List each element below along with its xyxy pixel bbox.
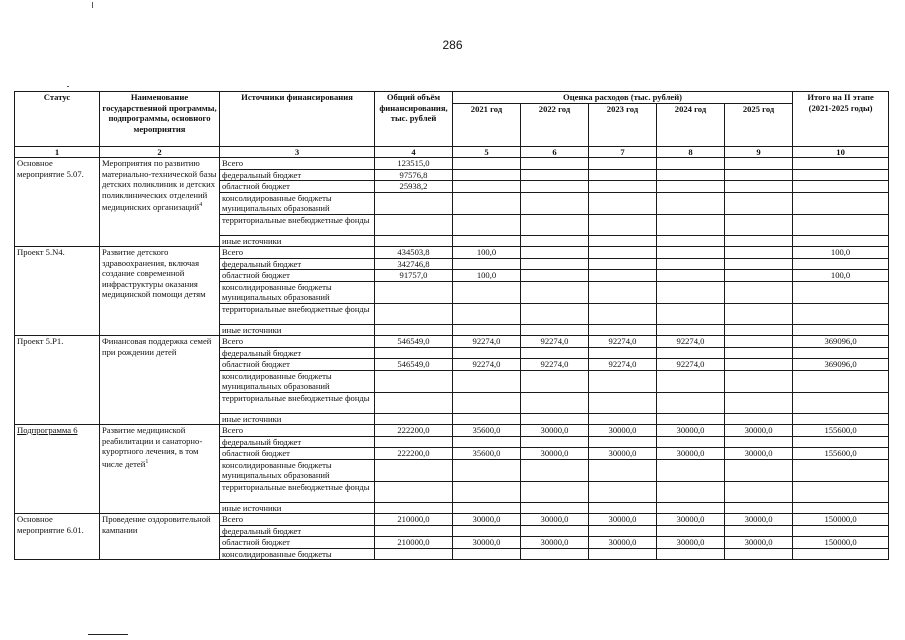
total-amount: 210000,0 [375, 514, 453, 526]
year-amount [725, 502, 793, 514]
stage-total-amount [793, 392, 889, 413]
status-text: Проект 5.N4. [17, 247, 65, 257]
year-amount: 92274,0 [657, 359, 725, 371]
stage-total-amount: 150000,0 [793, 537, 889, 549]
year-amount: 30000,0 [453, 537, 521, 549]
funding-source: иные источники [220, 413, 375, 425]
total-amount: 434503,8 [375, 247, 453, 259]
year-amount [521, 181, 589, 193]
stage-total-amount [793, 347, 889, 359]
year-amount [453, 235, 521, 247]
stage-total-amount: 150000,0 [793, 514, 889, 526]
year-amount [453, 214, 521, 235]
stage-total-amount: 369096,0 [793, 359, 889, 371]
total-amount: 97576,8 [375, 169, 453, 181]
year-amount [521, 392, 589, 413]
stage-total-amount [793, 548, 889, 560]
year-amount [453, 303, 521, 324]
year-amount [521, 169, 589, 181]
year-amount [725, 392, 793, 413]
total-amount: 210000,0 [375, 537, 453, 549]
column-number: 8 [657, 146, 725, 158]
year-amount [521, 303, 589, 324]
year-amount: 92274,0 [521, 359, 589, 371]
year-amount [589, 548, 657, 560]
funding-source: федеральный бюджет [220, 347, 375, 359]
year-amount [657, 548, 725, 560]
footnote-mark: 4 [199, 202, 203, 208]
year-amount [725, 181, 793, 193]
year-amount [589, 481, 657, 502]
year-amount [657, 258, 725, 270]
funding-source: консолидированные бюджеты муниципальных образований [220, 281, 375, 303]
year-amount: 92274,0 [657, 336, 725, 348]
item-name: Развитие детского здравоохранения, включая создание современной инфраструктуры оказания медицинской помощи детям [102, 247, 206, 299]
funding-source: иные источники [220, 324, 375, 336]
budget-row [15, 336, 889, 348]
year-amount [657, 370, 725, 392]
year-amount: 30000,0 [725, 448, 793, 460]
budget-table [14, 91, 889, 560]
year-amount: 35600,0 [453, 448, 521, 460]
stage-total-amount: 100,0 [793, 270, 889, 282]
year-amount [521, 413, 589, 425]
column-number: 7 [589, 146, 657, 158]
funding-source: территориальные внебюджетные фонды [220, 392, 375, 413]
year-amount [521, 258, 589, 270]
year-amount [725, 258, 793, 270]
scan-artifact [92, 2, 93, 8]
year-amount [453, 413, 521, 425]
year-amount [725, 413, 793, 425]
stage-total-amount [793, 525, 889, 537]
year-amount [453, 481, 521, 502]
year-amount [453, 258, 521, 270]
year-amount: 30000,0 [725, 537, 793, 549]
footnote-mark: 1 [145, 458, 149, 465]
year-amount: 92274,0 [521, 336, 589, 348]
year-amount [589, 235, 657, 247]
funding-source: территориальные внебюджетные фонды [220, 481, 375, 502]
year-amount: 92274,0 [589, 359, 657, 371]
year-amount: 30000,0 [725, 514, 793, 526]
header-year: 2021 год [453, 103, 521, 146]
stage-total-amount [793, 192, 889, 214]
year-amount [725, 270, 793, 282]
year-amount [657, 181, 725, 193]
year-amount [657, 270, 725, 282]
budget-row [15, 425, 889, 437]
year-amount [521, 370, 589, 392]
year-amount [521, 481, 589, 502]
year-amount [589, 502, 657, 514]
year-amount [657, 481, 725, 502]
column-number: 2 [100, 146, 220, 158]
column-number: 9 [725, 146, 793, 158]
stage-total-amount [793, 459, 889, 481]
total-amount: 342746,8 [375, 258, 453, 270]
year-amount [589, 247, 657, 259]
year-amount [657, 169, 725, 181]
header-stage-total: Итого на II этапе (2021-2025 годы) [793, 92, 889, 147]
status-cell [15, 425, 100, 514]
year-amount [521, 247, 589, 259]
header-estimate: Оценка расходов (тыс. рублей) [453, 92, 793, 104]
item-name-cell [100, 247, 220, 336]
item-name-cell [100, 336, 220, 425]
year-amount [589, 158, 657, 170]
year-amount [521, 158, 589, 170]
budget-row [15, 247, 889, 259]
total-amount [375, 548, 453, 560]
year-amount: 30000,0 [521, 514, 589, 526]
year-amount [657, 502, 725, 514]
year-amount: 30000,0 [521, 448, 589, 460]
total-amount [375, 192, 453, 214]
year-amount [453, 370, 521, 392]
year-amount [453, 392, 521, 413]
year-amount [725, 436, 793, 448]
year-amount [657, 392, 725, 413]
funding-source: консолидированные бюджеты [220, 548, 375, 560]
year-amount [589, 324, 657, 336]
header-row [15, 92, 889, 104]
total-amount: 123515,0 [375, 158, 453, 170]
year-amount: 30000,0 [657, 537, 725, 549]
stage-total-amount [793, 370, 889, 392]
year-amount: 30000,0 [521, 537, 589, 549]
total-amount [375, 392, 453, 413]
year-amount: 100,0 [453, 247, 521, 259]
stage-total-amount [793, 324, 889, 336]
header-year: 2023 год [589, 103, 657, 146]
stage-total-amount [793, 413, 889, 425]
year-amount [521, 281, 589, 303]
year-amount [453, 158, 521, 170]
year-amount: 30000,0 [589, 514, 657, 526]
stage-total-amount [793, 303, 889, 324]
column-number: 10 [793, 146, 889, 158]
total-amount: 222200,0 [375, 448, 453, 460]
year-amount [725, 548, 793, 560]
year-amount [657, 347, 725, 359]
total-amount: 25938,2 [375, 181, 453, 193]
page-number: 286 [442, 38, 463, 52]
year-amount: 30000,0 [725, 425, 793, 437]
item-name: Проведение оздоровительной кампании [102, 514, 211, 535]
table-body [15, 158, 889, 560]
item-name-cell [100, 158, 220, 247]
funding-source: территориальные внебюджетные фонды [220, 214, 375, 235]
year-amount [725, 158, 793, 170]
year-amount: 92274,0 [453, 359, 521, 371]
year-amount [725, 359, 793, 371]
total-amount [375, 481, 453, 502]
total-amount [375, 303, 453, 324]
column-number-row [15, 146, 889, 158]
year-amount [453, 502, 521, 514]
funding-source: Всего [220, 514, 375, 526]
year-amount [453, 169, 521, 181]
funding-source: иные источники [220, 235, 375, 247]
budget-row [15, 514, 889, 526]
stage-total-amount [793, 502, 889, 514]
total-amount [375, 436, 453, 448]
year-amount [589, 459, 657, 481]
header-year: 2025 год [725, 103, 793, 146]
year-amount [589, 392, 657, 413]
stage-total-amount [793, 181, 889, 193]
status-text: Основное мероприятие 6.01. [17, 514, 84, 535]
column-number: 5 [453, 146, 521, 158]
scan-artifact [67, 86, 69, 87]
stage-total-amount: 155600,0 [793, 448, 889, 460]
total-amount [375, 214, 453, 235]
year-amount [453, 548, 521, 560]
funding-source: территориальные внебюджетные фонды [220, 303, 375, 324]
stage-total-amount: 155600,0 [793, 425, 889, 437]
year-amount [521, 347, 589, 359]
status-cell [15, 514, 100, 560]
year-amount [589, 281, 657, 303]
funding-source: Всего [220, 158, 375, 170]
status-text: Основное мероприятие 5.07. [17, 158, 84, 179]
year-amount [521, 214, 589, 235]
funding-source: федеральный бюджет [220, 169, 375, 181]
year-amount: 92274,0 [453, 336, 521, 348]
year-amount [725, 336, 793, 348]
year-amount [453, 347, 521, 359]
year-amount [453, 436, 521, 448]
year-amount: 30000,0 [589, 425, 657, 437]
year-amount [521, 548, 589, 560]
year-amount: 30000,0 [657, 514, 725, 526]
column-number: 4 [375, 146, 453, 158]
stage-total-amount [793, 214, 889, 235]
funding-source: федеральный бюджет [220, 525, 375, 537]
header-year: 2022 год [521, 103, 589, 146]
stage-total-amount [793, 235, 889, 247]
year-amount [453, 525, 521, 537]
year-amount [657, 158, 725, 170]
status-cell [15, 336, 100, 425]
year-amount [521, 502, 589, 514]
year-amount [725, 303, 793, 324]
total-amount [375, 324, 453, 336]
column-number: 6 [521, 146, 589, 158]
year-amount [725, 370, 793, 392]
status-cell [15, 158, 100, 247]
total-amount: 91757,0 [375, 270, 453, 282]
funding-source: консолидированные бюджеты муниципальных образований [220, 192, 375, 214]
funding-source: Всего [220, 247, 375, 259]
funding-source: консолидированные бюджеты муниципальных образований [220, 370, 375, 392]
year-amount [725, 192, 793, 214]
header-name: Наименование государственной программы, подпрограммы, основного мероприятия [100, 92, 220, 147]
item-name-cell [100, 514, 220, 560]
total-amount: 222200,0 [375, 425, 453, 437]
funding-source: консолидированные бюджеты муниципальных образований [220, 459, 375, 481]
year-amount: 35600,0 [453, 425, 521, 437]
year-amount [657, 192, 725, 214]
year-amount [657, 214, 725, 235]
year-amount [657, 247, 725, 259]
total-amount: 546549,0 [375, 359, 453, 371]
column-number: 3 [220, 146, 375, 158]
total-amount [375, 370, 453, 392]
year-amount [521, 459, 589, 481]
year-amount [657, 413, 725, 425]
header-year: 2024 год [657, 103, 725, 146]
footnote-separator [88, 634, 128, 635]
year-amount [725, 169, 793, 181]
item-name: Финансовая поддержка семей при рождении детей [102, 336, 212, 357]
stage-total-amount [793, 281, 889, 303]
year-amount [725, 481, 793, 502]
year-amount [521, 436, 589, 448]
total-amount [375, 525, 453, 537]
year-amount [589, 270, 657, 282]
item-name-cell [100, 425, 220, 514]
stage-total-amount [793, 169, 889, 181]
funding-source: Всего [220, 425, 375, 437]
year-amount [725, 525, 793, 537]
item-name: Мероприятия по развитию материально-технической базы детских поликлиник и детских поликлинических отделений медицинских организаций [102, 158, 217, 212]
total-amount: 546549,0 [375, 336, 453, 348]
stage-total-amount [793, 436, 889, 448]
total-amount [375, 459, 453, 481]
year-amount [453, 192, 521, 214]
funding-source: областной бюджет [220, 448, 375, 460]
status-cell [15, 247, 100, 336]
total-amount [375, 347, 453, 359]
funding-source: федеральный бюджет [220, 258, 375, 270]
year-amount [453, 181, 521, 193]
year-amount: 30000,0 [657, 425, 725, 437]
year-amount [657, 303, 725, 324]
year-amount [725, 347, 793, 359]
year-amount: 30000,0 [657, 448, 725, 460]
year-amount [657, 459, 725, 481]
year-amount [589, 525, 657, 537]
year-amount [589, 258, 657, 270]
year-amount [725, 281, 793, 303]
year-amount [589, 192, 657, 214]
year-amount [453, 459, 521, 481]
funding-source: Всего [220, 336, 375, 348]
year-amount [725, 247, 793, 259]
year-amount [657, 324, 725, 336]
funding-source: областной бюджет [220, 537, 375, 549]
stage-total-amount [793, 158, 889, 170]
year-amount: 30000,0 [589, 448, 657, 460]
total-amount [375, 235, 453, 247]
budget-row [15, 158, 889, 170]
year-amount [725, 235, 793, 247]
year-amount [657, 281, 725, 303]
item-name: Развитие медицинской реабилитации и санаторно-курортного лечения, в том числе детей [102, 425, 203, 469]
year-amount [589, 413, 657, 425]
year-amount [657, 235, 725, 247]
funding-source: областной бюджет [220, 181, 375, 193]
year-amount: 30000,0 [521, 425, 589, 437]
year-amount: 30000,0 [453, 514, 521, 526]
year-amount [725, 459, 793, 481]
year-amount [453, 324, 521, 336]
year-amount [589, 436, 657, 448]
funding-source: федеральный бюджет [220, 436, 375, 448]
year-amount [725, 214, 793, 235]
column-number: 1 [15, 146, 100, 158]
status-text: Проект 5.P1. [17, 336, 64, 346]
total-amount [375, 502, 453, 514]
funding-source: областной бюджет [220, 359, 375, 371]
year-amount [589, 347, 657, 359]
year-amount [589, 181, 657, 193]
year-amount: 92274,0 [589, 336, 657, 348]
year-amount [657, 525, 725, 537]
stage-total-amount [793, 481, 889, 502]
year-amount: 30000,0 [589, 537, 657, 549]
header-source: Источники финансирования [220, 92, 375, 147]
total-amount [375, 281, 453, 303]
year-amount [453, 281, 521, 303]
stage-total-amount: 369096,0 [793, 336, 889, 348]
year-amount [589, 370, 657, 392]
stage-total-amount [793, 258, 889, 270]
year-amount [589, 214, 657, 235]
funding-source: областной бюджет [220, 270, 375, 282]
year-amount [589, 169, 657, 181]
funding-source: иные источники [220, 502, 375, 514]
status-text: Подпрограмма 6 [17, 425, 78, 435]
year-amount [521, 192, 589, 214]
year-amount [521, 525, 589, 537]
stage-total-amount: 100,0 [793, 247, 889, 259]
year-amount [657, 436, 725, 448]
year-amount [521, 270, 589, 282]
year-amount [589, 303, 657, 324]
total-amount [375, 413, 453, 425]
header-status: Статус [15, 92, 100, 147]
header-total: Общий объём финансирования, тыс. рублей [375, 92, 453, 147]
year-amount [521, 324, 589, 336]
year-amount [725, 324, 793, 336]
year-amount: 100,0 [453, 270, 521, 282]
year-amount [521, 235, 589, 247]
